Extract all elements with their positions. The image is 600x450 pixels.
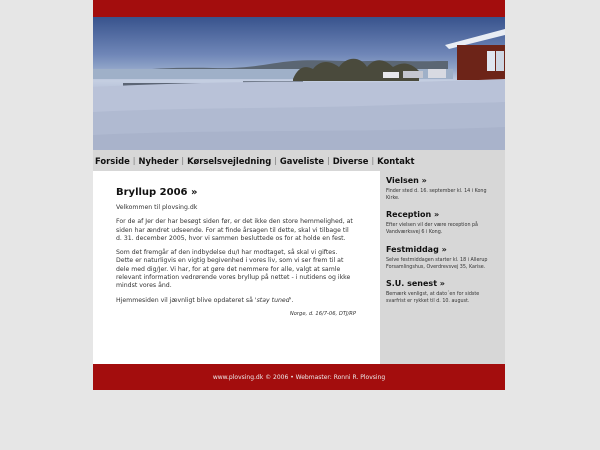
header-banner-image	[93, 17, 505, 150]
nav-forside[interactable]: Forside	[95, 155, 130, 166]
closing-text	[116, 297, 356, 305]
nav-separator: |	[181, 156, 185, 165]
closing-text-end: '.	[289, 296, 294, 304]
nav-kontakt[interactable]: Kontakt	[377, 155, 415, 166]
sidebar-title-festmiddag[interactable]: Festmiddag »	[386, 244, 447, 254]
closing-text-start: Hjemmesiden vil jævnligt blive opdateret så '	[116, 296, 257, 304]
nav-separator: |	[327, 156, 330, 165]
sidebar-text-vielsen: Finder sted d. 16. september kl. 14 i Kong Kirke.	[386, 189, 487, 201]
post-paragraph: For de af Jer der har besøgt siden før, er det ikke den store hemmelighed, at siden har ændret udseende. For at finde årsagen til dette, skal vi tilbage til d. 31. december 2005, hvor vi sammen besluttede os for at holde en fest.	[116, 218, 353, 242]
nav-separator: |	[371, 156, 375, 165]
nav-nyheder[interactable]: Nyheder	[138, 155, 179, 166]
winter-landscape-photo	[93, 17, 505, 150]
footer	[93, 364, 505, 390]
sidebar-title-reception[interactable]: Reception »	[386, 210, 440, 220]
nav-diverse[interactable]: Diverse	[332, 155, 369, 166]
post-title[interactable]: Bryllup 2006 »	[116, 187, 198, 198]
sidebar-text-reception: Efter vielsen vil der være reception på Vandværksvej 6 i Kong.	[386, 223, 478, 236]
top-bar	[93, 0, 505, 17]
post-signature: Norge, d. 16/7-06, DTJ/RP	[289, 310, 356, 317]
post-paragraph: Som det fremgår af den indbydelse du/I har modtaget, så skal vi giftes. Dette er naturligvis en vigtig begivenhed i vores liv, som vi ser frem til at dele med dig/Jer. Vi har, for at gøre det nemmere for alle, valgt at samle relevant information vedrørende vores bryllup på nettet - i nutidens og ikke mindst vores ånd.	[116, 249, 351, 290]
main-navigation	[93, 150, 505, 171]
nav-separator: |	[132, 156, 136, 165]
nav-gaveliste[interactable]: Gaveliste	[279, 155, 324, 166]
page-container	[93, 0, 505, 390]
sidebar-text-festmiddag: Selve festmiddagen starter kl. 18 i Allerup Forsamlingshus, Overdrevsvej 35, Karise.	[386, 257, 488, 270]
nav-korselsvejledning[interactable]: Kørselsvejledning	[187, 155, 272, 166]
sidebar-title-su-senest[interactable]: S.U. senest »	[386, 279, 445, 289]
footer-text: www.plovsing.dk © 2006 • Webmaster: Ronni R. Plovsing	[212, 373, 386, 381]
nav-separator: |	[274, 156, 277, 165]
main-content	[93, 171, 380, 364]
welcome-text: Velkommen til plovsing.dk	[116, 204, 198, 211]
sidebar-text-su-senest: Bemærk venligst, at dato´en for sidste svarfrist er rykket til d. 10. august.	[386, 292, 480, 304]
stay-tuned-emphasis: stay tuned	[256, 296, 290, 304]
sidebar	[380, 171, 505, 364]
sidebar-title-vielsen[interactable]: Vielsen »	[386, 176, 427, 185]
